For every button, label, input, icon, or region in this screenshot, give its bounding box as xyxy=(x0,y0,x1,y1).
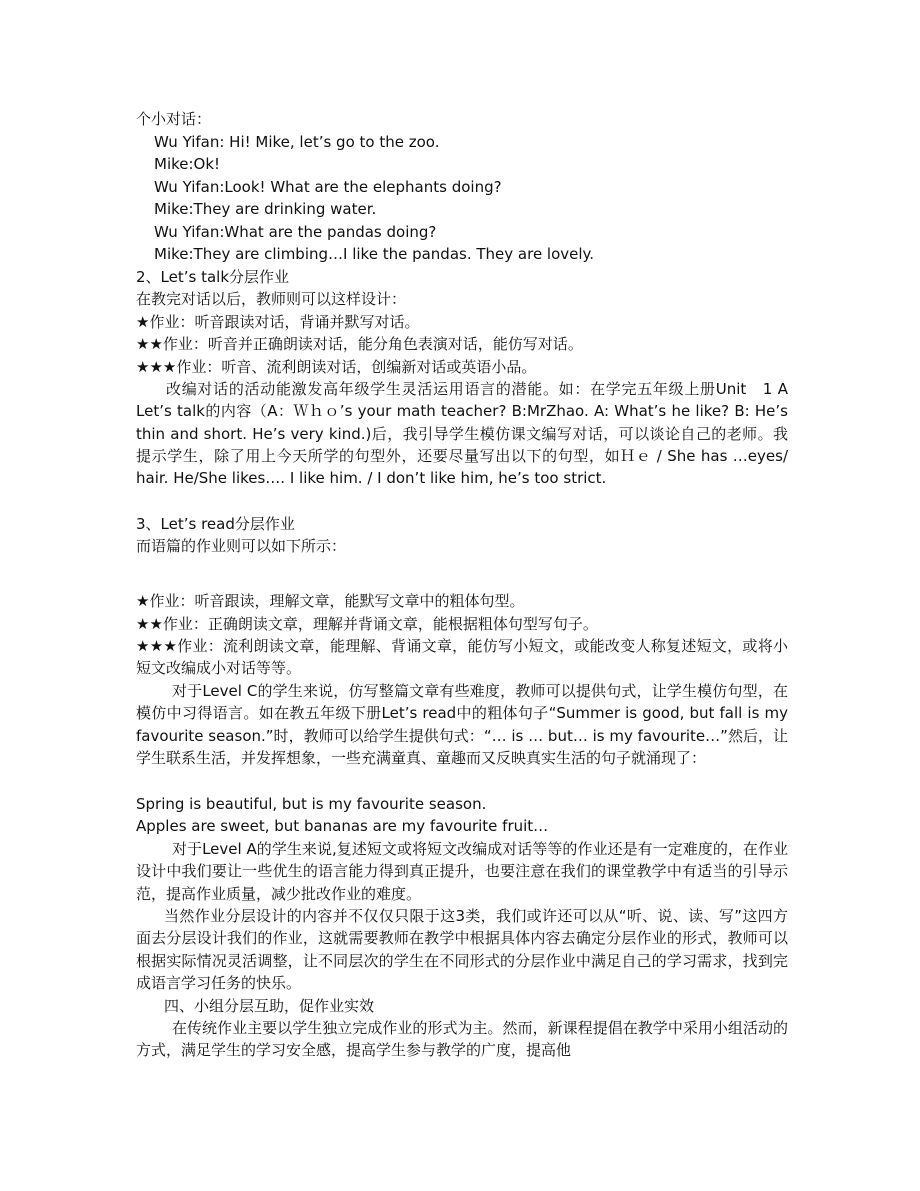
dialog-line: Mike:They are drinking water. xyxy=(154,200,377,218)
section-heading: 四、小组分层互助，促作业实效 xyxy=(164,997,375,1015)
paragraph: 改编对话的活动能激发高年级学生灵活运用语言的潜能。如：在学完五年级上册Unit 1 A Let’s talk的内容（A：Ｗｈｏ’s your math teacher? B:MrZhao. A: What’s he like? B: He’s thin and short. He’s very kind.)后，我引导学生模仿课文编写对话，可以谈论自己的老师。我提示学生，除了用上今天所学的句型外，还要尽量写出以下的句型，如Ｈｅ / She has …eyes/ hair. He/She likes…. I like him. / I don’t like him, he’s too strict. xyxy=(136,380,808,488)
dialog-line: Mike:Ok! xyxy=(154,155,221,173)
task-level-1: ★作业：听音跟读，理解文章，能默写文章中的粗体句型。 xyxy=(136,592,525,610)
task-level-1: ★作业：听音跟读对话，背诵并默写对话。 xyxy=(136,313,420,331)
paragraph: 在传统作业主要以学生独立完成作业的形式为主。然而，新课程提倡在教学中采用小组活动的方式，满足学生的学习安全感，提高学生参与教学的广度，提高他 xyxy=(136,1019,788,1060)
task-level-2: ★★作业：听音并正确朗读对话，能分角色表演对话，能仿写对话。 xyxy=(136,335,583,353)
text-line: 个小对话： xyxy=(136,110,212,128)
text-line: 而语篇的作业则可以如下所示： xyxy=(136,537,347,555)
paragraph: 对于Level A的学生来说,复述短文或将短文改编成对话等等的作业还是有一定难度的，在作业设计中我们要让一些优生的语言能力得到真正提升，也要注意在我们的课堂教学中有适当的引导示范，提高作业质量，减少批改作业的难度。 xyxy=(136,840,788,903)
text-line: 在教完对话以后，教师则可以这样设计： xyxy=(136,290,407,308)
paragraph: 对于Level C的学生来说，仿写整篇文章有些难度，教师可以提供句式，让学生模仿句型，在模仿中习得语言。如在教五年级下册Let’s read中的粗体句子“Summer is good, but fall is my favourite season.”时，教师可以给学生提供句式：“… is … but… is my favourite…”然后，让学生联系生活，并发挥想象，一些充满童真、童趣而又反映真实生活的句子就涌现了： xyxy=(136,682,788,767)
dialog-line: Mike:They are climbing…I like the pandas. They are lovely. xyxy=(154,245,595,263)
dialog-line: Wu Yifan:Look! What are the elephants doing? xyxy=(154,178,502,196)
task-level-3: ★★★作业：听音、流利朗读对话，创编新对话或英语小品。 xyxy=(136,358,537,376)
dialog-line: Wu Yifan: Hi! Mike, let’s go to the zoo. xyxy=(154,133,440,151)
task-level-2: ★★作业：正确朗读文章，理解并背诵文章，能根据粗体句型写句子。 xyxy=(136,615,598,633)
section-heading: 2、Let’s talk分层作业 xyxy=(136,268,290,286)
paragraph: 当然作业分层设计的内容并不仅仅只限于这3类，我们或许还可以从“听、说、读、写”这四方面去分层设计我们的作业，这就需要教师在教学中根据具体内容去确定分层作业的形式，教师可以根据实际情况灵活调整，让不同层次的学生在不同形式的分层作业中满足自己的学习需求，找到完成语言学习任务的快乐。 xyxy=(136,907,788,992)
example-sentence: Spring is beautiful, but is my favourite season. xyxy=(136,795,487,813)
dialog-line: Wu Yifan:What are the pandas doing? xyxy=(154,223,437,241)
task-level-3: ★★★作业：流利朗读文章，能理解、背诵文章，能仿写小短文，或能改变人称复述短文，或将小短文改编成小对话等等。 xyxy=(136,637,788,678)
example-sentence: Apples are sweet, but bananas are my favourite fruit… xyxy=(136,817,549,835)
section-heading: 3、Let’s read分层作业 xyxy=(136,515,295,533)
